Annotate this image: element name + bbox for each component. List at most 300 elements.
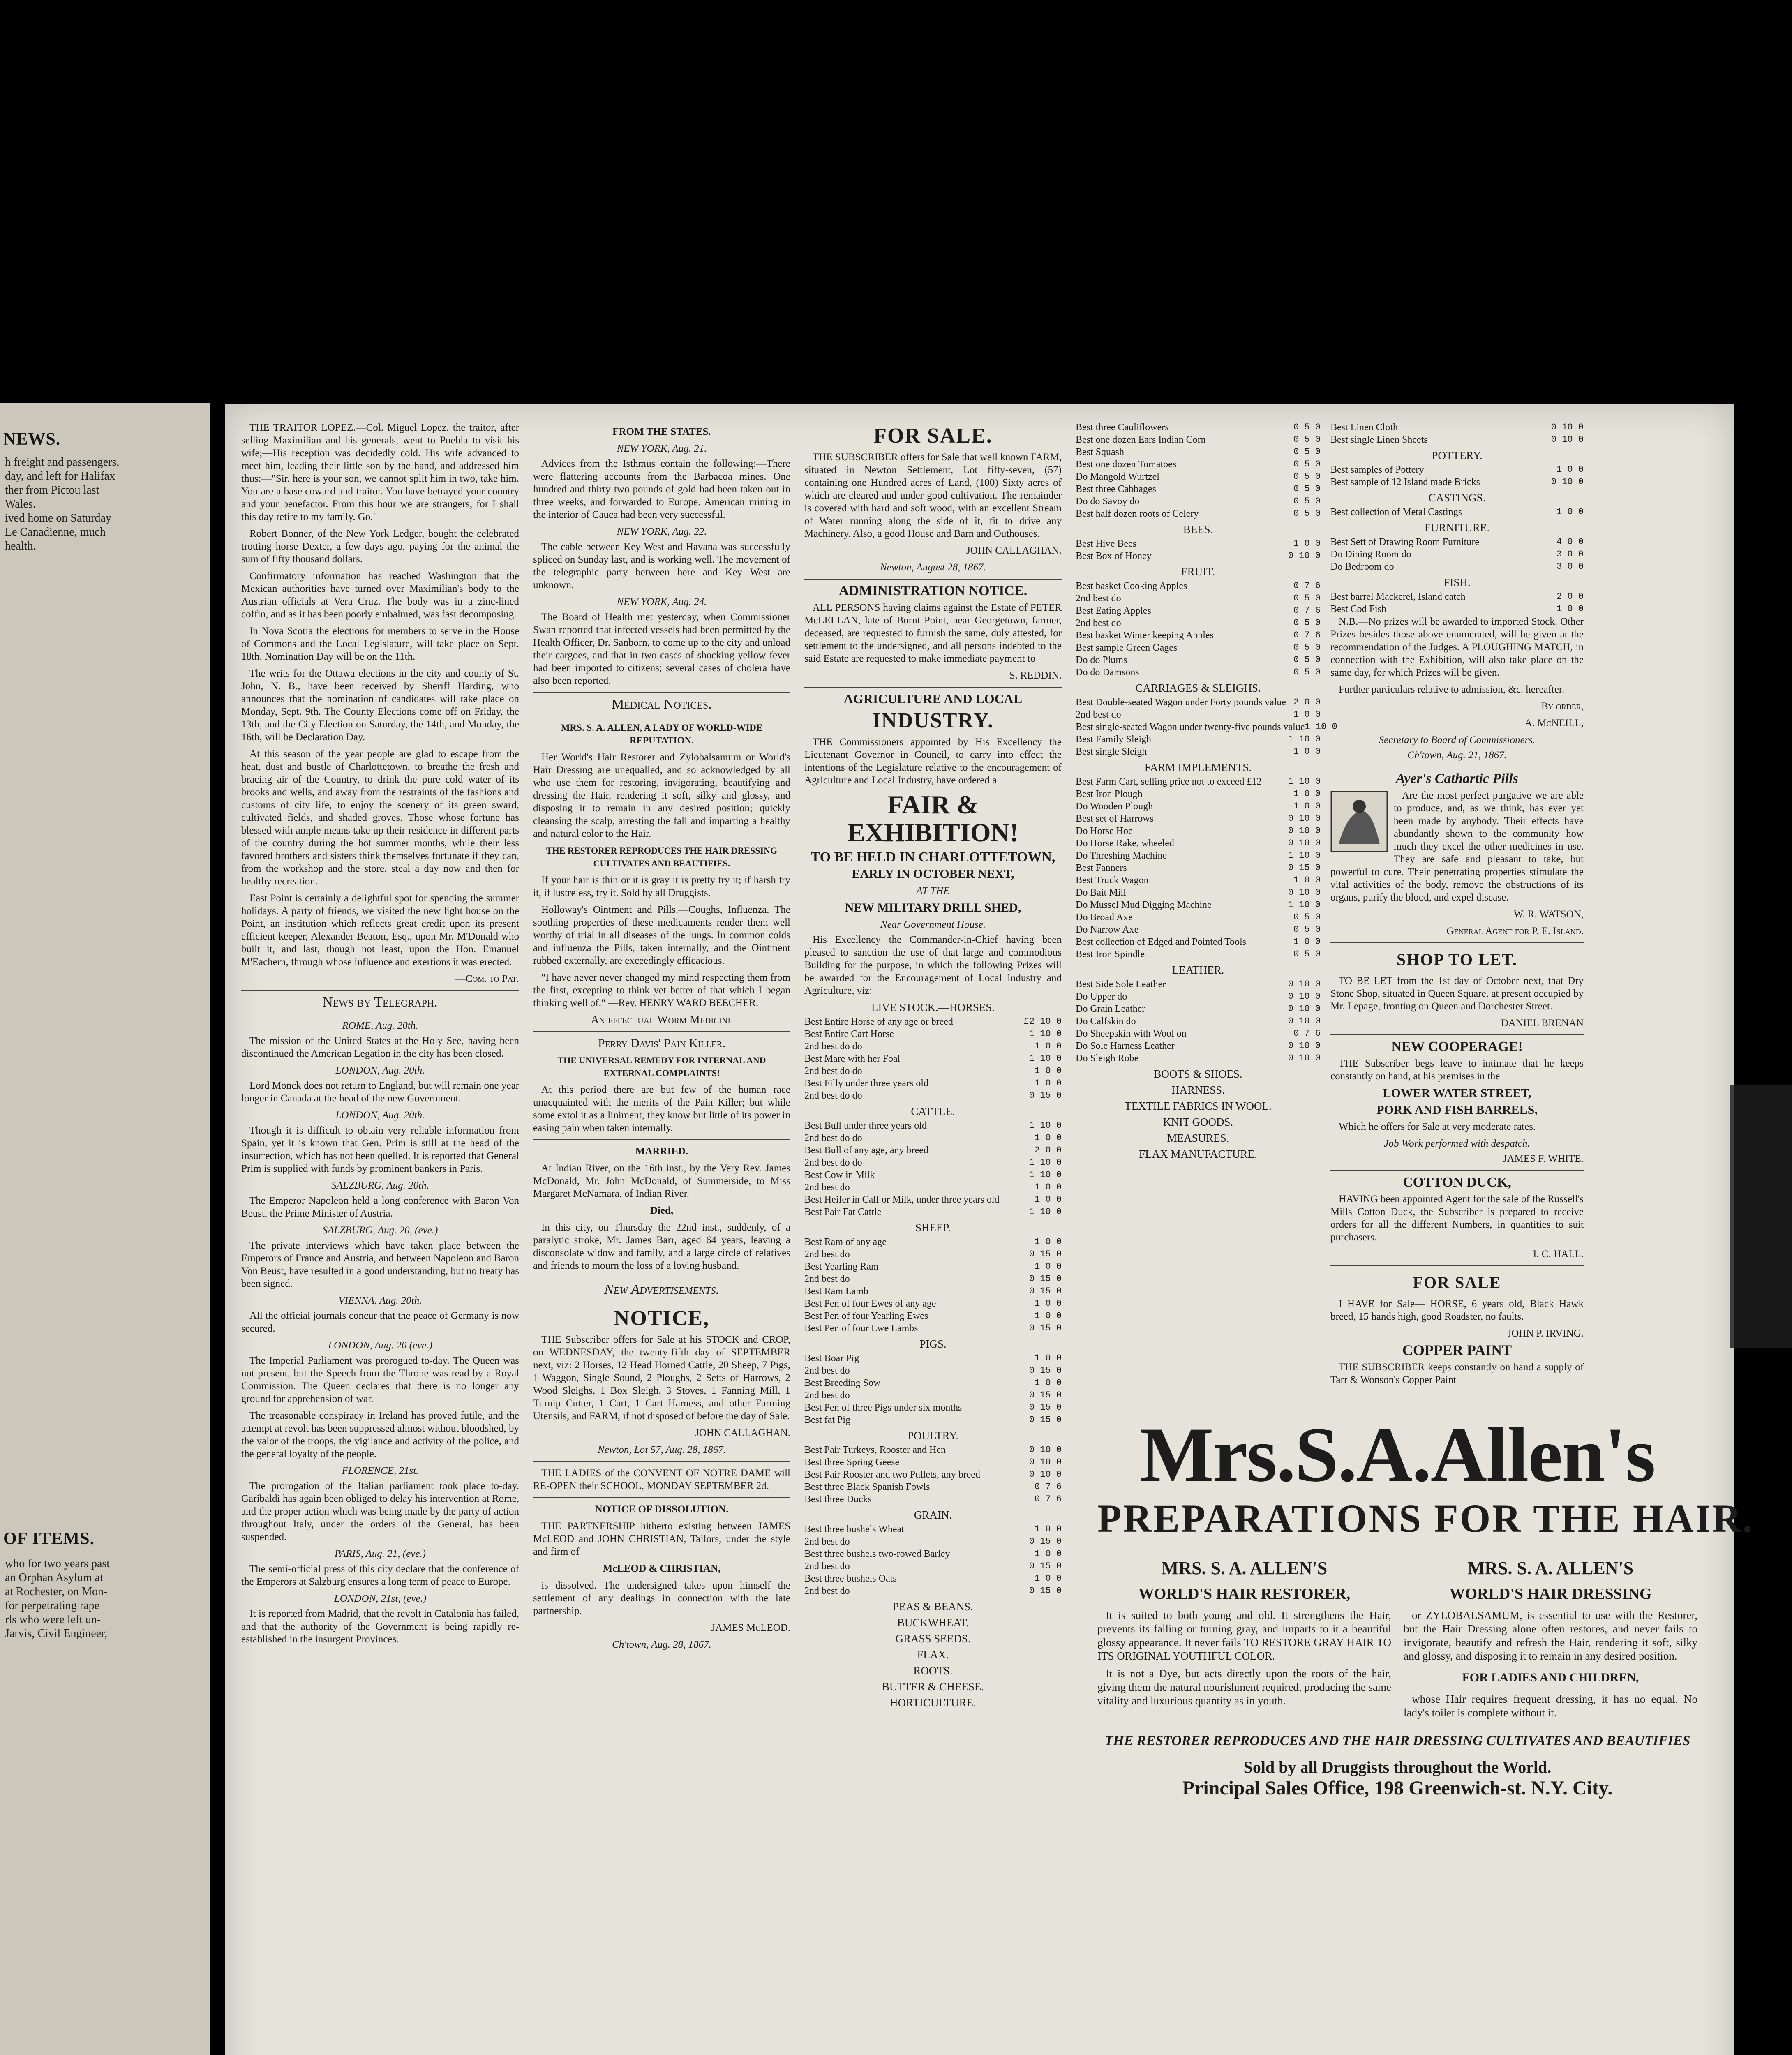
ayer-text: Are the most perfect purgative we are able to produce, and, as we think, has ever yet been made by anybody. Their effects have abundantly shown to the community how much they excel the other medicines in use. They are safe and pleasant to take, but powerful to cure. Their penetrating properties stimulate the vital activities of the body, remove the obstructions of its organs, purify the blood, and expel disease. [1330,790,1584,903]
prize-amount: 0 5 0 [1293,912,1321,922]
prize-line [1076,666,1321,679]
prize-item: Do Bait Mill [1076,887,1126,898]
prize-category-heading: FISH. [1443,576,1471,589]
prize-category-heading: POULTRY. [908,1429,958,1442]
sale2-signature: JOHN P. IRVING. [1507,1328,1584,1339]
prize-line [804,1144,1062,1157]
prize-item: Do Sleigh Robe [1076,1053,1139,1064]
painkiller-subheading: THE UNIVERSAL REMEDY FOR INTERNAL AND EXTERNAL COMPLAINTS! [557,1055,766,1078]
prize-item: Best Filly under three years old [804,1078,928,1089]
prize-list-bees [1076,538,1321,562]
fair-at: AT THE [916,885,950,896]
prize-line [804,1040,1062,1053]
cooperage-signature: JAMES F. WHITE. [1503,1153,1584,1164]
prize-line [804,1389,1062,1402]
article-maximilian: Confirmatory information has reached Washington that the Mexican authorities have turned over Maximilian's body to the Austrian officials at Vera Cruz. The body was in a zinc-lined coffin, and as it has been poorly embalmed, was fast decomposing. [241,570,519,620]
allen-columns [1097,1554,1697,1724]
prize-item: Do Grain Leather [1076,1004,1145,1014]
prize-item: Do Sole Harness Leather [1076,1041,1175,1051]
prize-amount: 0 10 0 [1288,838,1321,848]
agri-heading-2: INDUSTRY. [872,709,994,732]
prize-category-heading: FURNITURE. [1424,522,1490,534]
allen-title: Mrs.S.A.Allen's [1140,1412,1655,1498]
prize-line [1076,458,1321,471]
prize-line [804,1120,1062,1132]
prize-item: 2nd best do [1076,618,1121,628]
prize-item: Do Upper do [1076,991,1127,1002]
prize-item: Best Iron Spindle [1076,949,1145,960]
prize-amount: 1 10 0 [1288,900,1321,910]
allen-left-text-2: It is not a Dye, but acts directly upon the roots of the hair, giving them the natural nourishment required, producing the same vitality and luxurious quantity as in youth. [1097,1667,1391,1707]
prize-category-heading: BOOTS & SHOES. [1154,1068,1242,1080]
prize-amount: 0 10 0 [1288,1053,1321,1063]
divider [1330,1170,1584,1171]
prize-line [804,1535,1062,1548]
dissolution-text: THE PARTNERSHIP hitherto existing between JAMES McLEOD and JOHN CHRISTIAN, Tailors, under the style and firm of [533,1521,790,1557]
binding-tab [1730,1085,1792,1348]
article-credit: —Com. to Pat. [455,973,519,984]
telegraph-dateline: SALZBURG, Aug. 20th. [331,1180,429,1191]
allen-footer-tagline: THE RESTORER REPRODUCES AND THE HAIR DRESSING CULTIVATES AND BEAUTIFIES [1104,1733,1690,1748]
prize-amount: 0 15 0 [1029,1323,1062,1333]
prize-line [1330,548,1584,561]
prize-category-heading: CARRIAGES & SLEIGHS. [1135,682,1261,694]
prize-line [1330,464,1584,476]
prize-item: Best basket Winter keeping Apples [1076,630,1214,641]
telegraph-item: Lord Monck does not return to England, but will remain one year longer in Canada at the head of the new Government. [241,1080,519,1104]
prize-item: Best Pen of three Pigs under six months [804,1402,962,1413]
divider [1330,1034,1584,1035]
prize-item: Best Ram Lamb [804,1286,868,1297]
prize-item: Best Cod Fish [1330,604,1387,614]
prize-line [1076,696,1321,709]
prize-line [1076,483,1321,495]
prize-list-grain [804,1523,1062,1597]
column-3 [799,421,1067,2055]
adjacent-page-sliver [0,403,210,2055]
prize-line [1076,629,1321,642]
prize-item: Do Horse Rake, wheeled [1076,838,1174,849]
prize-item: Best Boar Pig [804,1353,859,1364]
prize-amount: 0 10 0 [1288,813,1321,824]
dissolution-date: Ch'town, Aug. 28, 1867. [612,1639,711,1650]
prize-amount: 1 0 0 [1556,464,1584,475]
prize-line [1076,654,1321,666]
telegraph-dateline: LONDON, Aug. 20th. [335,1065,425,1076]
prize-item: Best Heifer in Calf or Milk, under three years old [804,1194,1000,1205]
prize-item: Best Breeding Sow [804,1378,881,1388]
prize-item: 2nd best do [1076,709,1121,720]
dissolution-heading: NOTICE OF DISSOLUTION. [595,1504,729,1515]
prize-item: Best basket Cooking Apples [1076,581,1187,591]
prize-category-heading: TEXTILE FABRICS IN WOOL. [1125,1100,1272,1112]
prize-amount: 0 5 0 [1293,508,1321,519]
prize-line [1076,813,1321,825]
prize-item: Best Pair Fat Cattle [804,1207,882,1217]
prize-category-heading: FLAX. [917,1649,949,1661]
telegraph-item: It is reported from Madrid, that the revolt in Catalonia has failed, and that the authority of the Government is being rapidly re-established in the insurgent Provinces. [241,1608,519,1645]
prize-line [1076,434,1321,446]
allen-right-text-2: whose Hair requires frequent dressing, it has no equal. No lady's toilet is complete without it. [1404,1693,1697,1719]
prize-item: 2nd best do [1076,593,1121,604]
prize-amount: 1 0 0 [1034,1261,1062,1272]
shop-heading: SHOP TO LET. [1396,950,1518,969]
mcneill-signature: A. McNEILL, [1524,718,1584,729]
prize-line [1076,550,1321,562]
prize-line [1076,800,1321,813]
prize-amount: 0 15 0 [1029,1390,1062,1400]
prize-line [1076,471,1321,483]
allen-left-text: It is suited to both young and old. It strengthens the Hair, prevents its falling or turning gray, and imparts to it a beautiful glossy appearance. It never fails TO RESTORE GRAY HAIR TO ITS ORIGINAL YOUTHFUL COLOR. [1097,1609,1391,1662]
prize-amount: 1 0 0 [1034,1194,1062,1205]
prize-item: Best Truck Wagon [1076,875,1149,886]
prize-category-heading: BEES. [1183,523,1213,536]
prize-line [1076,887,1321,899]
prize-list-linen [1330,421,1584,446]
states-dateline: NEW YORK, Aug. 22. [617,526,707,537]
divider [1330,1265,1584,1266]
prize-line [804,1273,1062,1285]
prize-amount: 1 0 0 [1293,801,1321,811]
prize-item: 2nd best do [804,1249,850,1260]
prize-item: Do do Plums [1076,655,1127,665]
telegraph-item: The Emperor Napoleon held a long conference with Baron Von Beust, the Prime Minister of Austria. [241,1195,519,1219]
prize-category-heading: FLAX MANUFACTURE. [1139,1148,1257,1160]
married-heading: MARRIED. [635,1146,688,1157]
prize-category-heading: LIVE STOCK.—HORSES. [871,1001,995,1014]
prize-amount: 0 15 0 [1029,1415,1062,1425]
sliver-line: at Rochester, on Mon- [5,1585,108,1598]
prize-item: Best three bushels Wheat [804,1524,904,1535]
prize-line [1330,536,1584,548]
prize-list-poultry [804,1444,1062,1505]
prize-item: Best Eating Apples [1076,605,1151,616]
states-item: The Board of Health met yesterday, when Commissioner Swan reported that infected vessels had been permitted by the Health Officer, Dr. Sanborn, to come up to the city and unload their cargoes, and that in two cases of shocking yellow fever had been imported to citizens; several cases of cholera have also been reported. [533,612,790,686]
forsale-date: Newton, August 28, 1867. [880,562,986,573]
prize-amount: 0 15 0 [1029,1402,1062,1413]
firm-name: McLEOD & CHRISTIAN, [603,1563,721,1574]
prize-line [1076,991,1321,1003]
forsale-heading: FOR SALE. [873,424,993,448]
prize-line [1076,825,1321,837]
allen-left-subheading: WORLD'S HAIR RESTORER, [1138,1585,1351,1602]
prize-amount: 1 0 0 [1293,789,1321,799]
divider [533,1139,790,1140]
prize-line [1076,948,1321,961]
prize-item: Best Bull under three years old [804,1120,927,1131]
fair-when: EARLY IN OCTOBER NEXT, [852,867,1014,881]
prize-item: Best Bull of any age, any breed [804,1145,928,1156]
prize-line [1076,924,1321,936]
states-dateline: NEW YORK, Aug. 21. [617,443,707,454]
prize-amount: 0 10 0 [1288,1016,1321,1026]
prize-line [804,1310,1062,1322]
sliver-line: Wales. [5,498,36,510]
prize-line [804,1365,1062,1377]
prize-item: 2nd best do [804,1274,850,1284]
prize-amount: 0 5 0 [1293,618,1321,628]
prize-item: Do do Savoy do [1076,496,1140,507]
prize-category-heading: SHEEP. [915,1221,951,1234]
prize-item: Best Yearling Ram [804,1261,879,1272]
prize-amount: 0 10 0 [1551,434,1584,445]
prize-item: Best three Cabbages [1076,484,1156,494]
prize-line [804,1236,1062,1248]
prize-line [804,1322,1062,1335]
died-heading: Died, [650,1205,674,1216]
prize-amount: 0 7 6 [1293,581,1321,591]
prize-line [1076,1003,1321,1015]
prize-line [804,1028,1062,1040]
cooperage-barrels: PORK AND FISH BARRELS, [1376,1103,1538,1117]
telegraph-item: The Imperial Parliament was prorogued to-day. The Queen was not present, but the Speech from the Throne was read by a Royal Commission. The Queen declares that there is no longer any ground for apprehension of war. [241,1355,519,1404]
telegraph-item: The prorogation of the Italian parliament took place to-day. Garibaldi has again been obliged to delay his intervention at Rome, and the proper action which was being made by the party of action throughout Italy, under the orders of the General, has been suspended. [241,1480,519,1542]
sale2-text: I HAVE for Sale— HORSE, 6 years old, Black Hawk breed, 15 hands high, good Roadster, no faults. [1330,1298,1584,1322]
column-2 [528,421,795,2055]
prize-line [804,1493,1062,1505]
telegraph-item: The treasonable conspiracy in Ireland has proved futile, and the attempt at revolt has been suppressed almost without bloodshed, by the valor of the troops, the vigilance and activity of the police, and the general loyalty of the people. [241,1410,519,1459]
prize-amount: 0 15 0 [1029,1274,1062,1284]
prize-amount: 1 10 0 [1288,734,1321,744]
prize-item: Best Iron Plough [1076,789,1143,799]
prize-line [1076,1015,1321,1028]
painkiller-text: At this period there are but few of the human race unacquainted with the merits of the Pain Killer; but while some extol it as a liniment, they know but little of its power in easing pain when taken internally. [533,1084,790,1134]
prize-item: Best single Sleigh [1076,746,1147,757]
prize-category-heading: CASTINGS. [1428,492,1486,504]
prize-item: Do Broad Axe [1076,912,1133,923]
states-dateline: NEW YORK, Aug. 24. [617,596,707,607]
agri-heading-1: AGRICULTURE AND LOCAL [843,691,1023,706]
prize-line [1330,591,1584,603]
prize-category-heading: FARM IMPLEMENTS. [1144,761,1252,774]
admin-signature: S. REDDIN. [1009,670,1062,681]
shop-text: TO BE LET from the 1st day of October next, that Dry Stone Shop, situated in Queen Square, at present occupied by Mr. Lepage, fronting on Queen and Dorchester Street. [1330,975,1584,1012]
telegraph-dateline: LONDON, 21st, (eve.) [334,1593,427,1604]
sliver-line: Jarvis, Civil Engineer, [5,1627,108,1640]
further-text: Further particulars relative to admission, &c. hereafter. [1339,684,1565,695]
prize-amount: 0 10 0 [1288,979,1321,989]
prize-line [804,1402,1062,1414]
prize-line [1076,508,1321,520]
vermifuge-heading: An effectual Worm Medicine [591,1014,733,1026]
mcneill-date: Ch'town, Aug. 21, 1867. [1407,750,1507,761]
prize-line [1330,561,1584,573]
restorer-heading: THE RESTORER REPRODUCES THE HAIR DRESSING CULTIVATES AND BEAUTIFIES. [546,845,778,868]
prize-item: 2nd best do [804,1182,850,1193]
prize-amount: 1 0 0 [1034,1298,1062,1309]
allen-advertisement [1089,1412,1754,2055]
prize-item: Do Bedroom do [1330,561,1394,572]
prize-amount: 0 7 6 [1293,1028,1321,1039]
prize-line [804,1560,1062,1572]
divider [804,687,1062,688]
column-5 [1326,421,1589,1408]
allen-footer-sold: Sold by all Druggists throughout the World. [1243,1758,1552,1776]
fair-place: NEW MILITARY DRILL SHED, [845,901,1021,914]
prize-amount: 1 0 0 [1034,1133,1062,1143]
prize-item: Best Cow in Milk [804,1170,875,1180]
prize-amount: 1 0 0 [1034,1311,1062,1321]
agent-name: W. R. WATSON, [1513,909,1584,920]
divider [533,692,790,693]
prize-amount: 0 5 0 [1293,484,1321,494]
prize-amount: 1 0 0 [1293,538,1321,549]
prize-line [1076,421,1321,434]
prize-item: 2nd best do do [804,1090,862,1101]
sliver-line: day, and left for Halifax [5,470,115,483]
prize-list-furniture [1330,536,1584,573]
allen-right-heading: MRS. S. A. ALLEN'S [1467,1558,1634,1578]
died-text: In this city, on Thursday the 22nd inst., suddenly, of a paralytic stroke, Mr. James Barr, aged 64 years, leaving a disconsolate widow and family, and a large circle of relatives and friends to mourn the loss of a loving husband. [533,1222,790,1271]
prize-line [1330,421,1584,434]
prize-line [804,1169,1062,1181]
prize-amount: 1 10 0 [1288,776,1321,787]
forsale-signature: JOHN CALLAGHAN. [966,545,1062,556]
sliver-title-items: OF ITEMS. [3,1529,95,1548]
prize-line [804,1444,1062,1456]
fair-near: Near Government House. [880,919,986,930]
prize-line [804,1481,1062,1493]
prize-amount: 1 0 0 [1034,1066,1062,1076]
prize-amount: 0 5 0 [1293,471,1321,482]
prize-item: Best sample of 12 Island made Bricks [1330,477,1480,487]
telegraph-heading: News by Telegraph. [323,995,438,1010]
prize-item: 2nd best do [804,1365,850,1376]
prize-amount: 1 10 0 [1288,850,1321,861]
prize-category-heading: LEATHER. [1172,964,1224,976]
restorer-text: If your hair is thin or it is gray it is pretty try it; if harsh try it, if lustreless, try it. Sold by all Druggists. [533,875,790,898]
prize-item: Best three bushels two-rowed Barley [804,1549,950,1559]
prize-item: Best Sett of Drawing Room Furniture [1330,537,1479,547]
prize-amount: 1 0 0 [1034,1573,1062,1584]
prize-amount: 0 10 0 [1288,1041,1321,1051]
sliver-line: Le Canadienne, much [5,526,106,538]
divider [533,1461,790,1462]
prize-line [804,1090,1062,1102]
prize-line [1076,580,1321,592]
prize-category-heading: GRAIN. [914,1509,952,1521]
prize-line [1076,776,1321,788]
prize-line [1076,592,1321,605]
cotton-text: HAVING been appointed Agent for the sale of the Russell's Mills Cotton Duck, the Subscriber is prepared to receive orders for all the different Numbers, in quantities to suit purchasers. [1330,1194,1584,1243]
prize-list-fruit [1076,580,1321,679]
prize-amount: 0 10 0 [1288,1004,1321,1014]
prize-line [804,1572,1062,1585]
prize-amount: 1 0 0 [1556,604,1584,614]
prize-item: Best Entire Cart Horse [804,1029,894,1039]
dissolution-text-2: is dissolved. The undersigned takes upon himself the settlement of any dealings in connection with the late partnership. [533,1580,790,1616]
divider [533,1301,790,1302]
convent-notice: THE LADIES of the CONVENT OF NOTRE DAME will RE-OPEN their SCHOOL, MONDAY SEPTEMBER 2d. [533,1468,790,1492]
prize-amount: 0 5 0 [1293,422,1321,432]
cooperage-text-2: Which he offers for Sale at very moderate rates. [1339,1121,1536,1132]
prize-line [1076,538,1321,550]
prize-line [804,1585,1062,1597]
prize-amount: 3 0 0 [1556,561,1584,572]
allen-subtitle: PREPARATIONS FOR THE HAIR. [1097,1496,1754,1540]
prize-item: Do Mangold Wurtzel [1076,471,1159,482]
states-item: The cable between Key West and Havana was successfully spliced on Sunday last, and is working well. The movement of the telegraphic party between here and Key West are unknown. [533,541,790,591]
dissolution-signature: JAMES McLEOD. [711,1622,790,1633]
prize-item: Do Dining Room do [1330,549,1411,560]
prize-line [1330,506,1584,518]
prize-line [1076,788,1321,800]
prize-amount: 1 0 0 [1034,1353,1062,1363]
prize-line [1330,434,1584,446]
prize-amount: 0 15 0 [1029,1365,1062,1376]
prize-amount: 0 10 0 [1288,826,1321,836]
ayer-heading: Ayer's Cathartic Pills [1396,771,1518,786]
notice-date: Newton, Lot 57, Aug. 28, 1867. [597,1444,726,1455]
prize-item: Best single Linen Sheets [1330,434,1428,445]
sliver-line: rls who were left un- [5,1613,101,1626]
prize-line [804,1414,1062,1426]
prize-amount: 0 15 0 [1029,1286,1062,1296]
prize-line [804,1065,1062,1077]
telegraph-item: The private interviews which have taken place between the Emperors of France and Austria, and between Napoleon and Baron Von Beust, have resulted in a good understanding, but no treaty has been signed. [241,1240,519,1289]
prize-amount: 1 10 0 [1305,722,1337,732]
allen-left-heading: MRS. S. A. ALLEN'S [1161,1558,1328,1578]
prize-amount: 0 15 0 [1029,1249,1062,1259]
prize-category-heading: GRASS SEEDS. [895,1632,971,1645]
divider [533,1497,790,1498]
sale2-heading: FOR SALE [1413,1273,1501,1292]
telegraph-dateline: SALZBURG, Aug. 20, (eve.) [322,1225,438,1236]
cooperage-text: THE Subscriber begs leave to intimate that he keeps constantly on hand, at his premises in the [1330,1058,1584,1082]
admin-heading: ADMINISTRATION NOTICE. [838,583,1028,598]
cotton-signature: I. C. HALL. [1533,1249,1584,1260]
prize-item: Best Family Sleigh [1076,734,1152,745]
prize-amount: 0 5 0 [1293,655,1321,665]
prize-line [804,1206,1062,1218]
prize-amount: 0 15 0 [1029,1561,1062,1571]
prize-category-heading: HARNESS. [1171,1084,1225,1096]
prize-amount: 1 0 0 [1293,709,1321,720]
prize-line [804,1194,1062,1206]
prize-list-horses [804,1016,1062,1102]
prize-line [804,1053,1062,1065]
prize-item: Do Mussel Mud Digging Machine [1076,900,1212,910]
prize-line [1076,721,1337,733]
prize-amount: 1 0 0 [1034,1378,1062,1388]
prize-amount: 1 0 0 [1556,507,1584,517]
prize-amount: 1 0 0 [1034,1182,1062,1192]
prize-amount: 4 0 0 [1556,537,1584,547]
allen-right-column [1404,1554,1697,1724]
article-lighthouse: East Point is certainly a delightful spot for spending the summer holidays. A party of friends, we visited the new light house on the Point, an institution which reflects great credit upon its present efficient keeper, Alexander Beaton, Esq., upon Mr. M'Donald who built it, and last, though not least, upon the Hon. Emanuel M'Eachern, through whose influence and exertions it was erected. [241,893,519,967]
prize-list-farm-implements [1076,776,1321,961]
prize-amount: 0 10 0 [1029,1445,1062,1455]
prize-amount: 1 10 0 [1029,1170,1062,1180]
pills-woodcut-icon [1330,791,1388,852]
fair-text: His Excellency the Commander-in-Chief having been pleased to sanction the use of that large and commodious Building for the purpose, in which the following Prizes will be awarded for the Encouragement of Local Industry and Agriculture, viz: [804,934,1062,996]
prize-item: Do Wooden Plough [1076,801,1153,812]
states-heading: FROM THE STATES. [612,426,711,437]
prize-amount: 0 15 0 [1029,1586,1062,1596]
prize-item: Best set of Harrows [1076,813,1154,824]
telegraph-item: The semi-official press of this city declare that the conference of the Emperors at Salzburg ensures a long term of peace to Europe. [241,1563,519,1587]
prize-amount: 1 0 0 [1293,746,1321,757]
secretary-title: Secretary to Board of Commissioners. [1379,734,1536,746]
by-order: By order, [1541,701,1584,712]
prize-amount: 0 15 0 [1029,1536,1062,1547]
prize-line [1330,476,1584,488]
prize-amount: 2 0 0 [1293,697,1321,707]
prize-item: Best one dozen Ears Indian Corn [1076,434,1206,445]
prize-list-vegetables [1076,421,1321,520]
divider [804,579,1062,580]
sliver-line: ther from Pictou last [5,484,99,496]
